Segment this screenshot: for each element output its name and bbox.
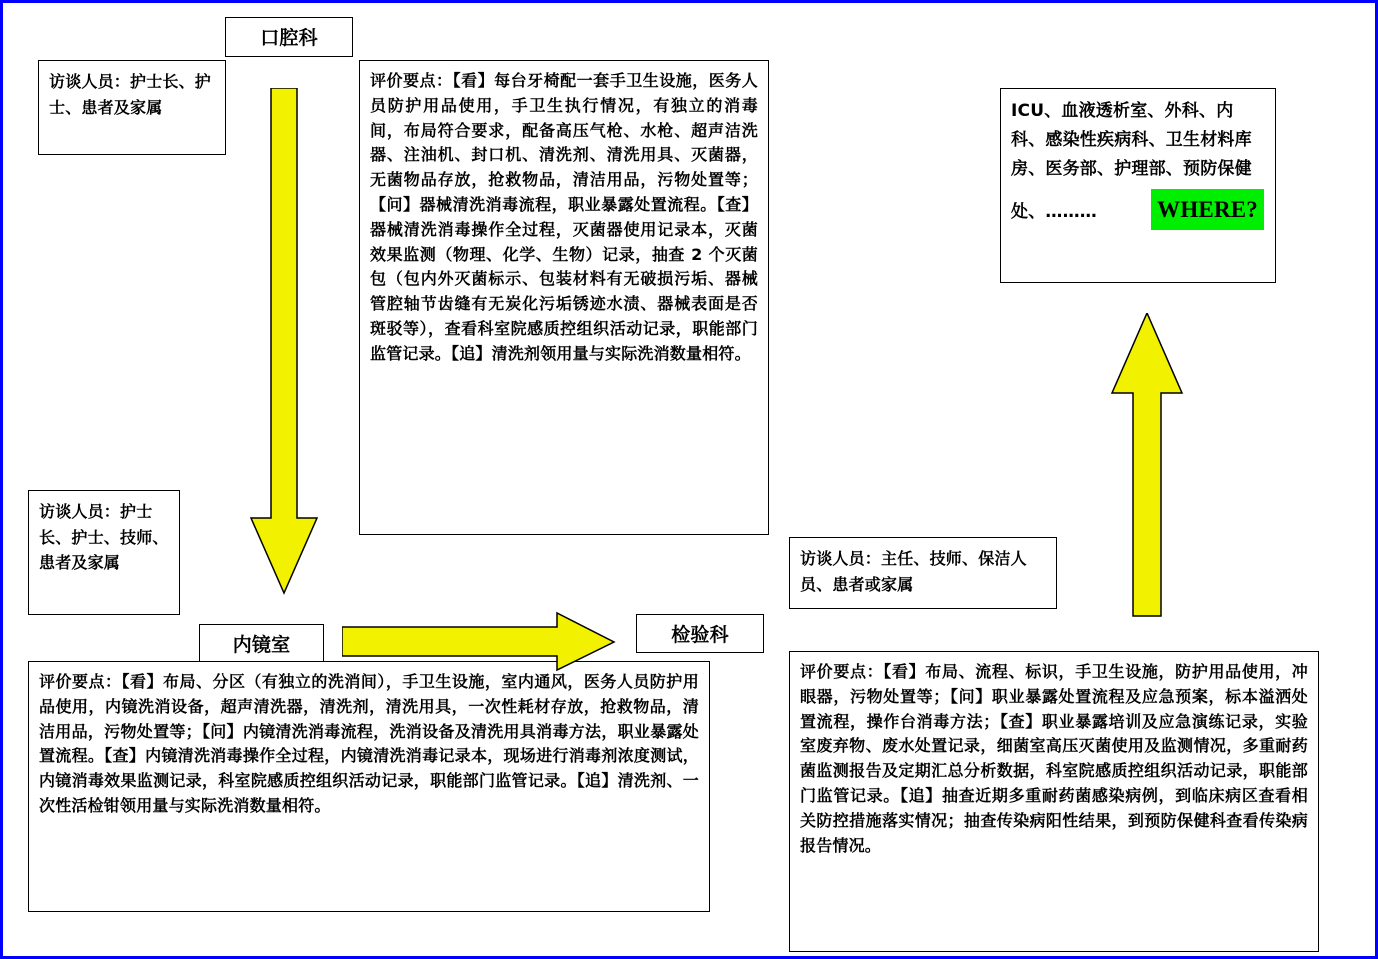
arrow-down-oral-to-endoscopy <box>248 88 320 598</box>
interview-endoscopy-text: 访谈人员：护士长、护士、技师、患者及家属 <box>39 502 169 573</box>
points-oral-text: 评价要点：【看】每台牙椅配一套手卫生设施，医务人员防护用品使用，手卫生执行情况，有独立的消毒间，布局符合要求，配备高压气枪、水枪、超声洁洗器、注油机、封口机、清洗剂、清洗用具、灭菌器，无菌物品存放，抢救物品，清洁用品，污物处置等；【问】器械清洗消毒流程，职业暴露处置流程。【查】器械清洗消毒操作全过程，灭菌器使用记录本，灭菌效果监测（物理、化学、生物）记录，抽查 2 个灭菌包（包内外灭菌标示、包装材料有无破损污垢、器械管腔轴节齿缝有无炭化污垢锈迹水渍、器械表面是否斑驳等），查看科室院感质控组织活动记录，职能部门监管记录。【追】清洗剂领用量与实际洗消数量相符。 <box>370 71 758 363</box>
interview-oral-text: 访谈人员：护士长、护士、患者及家属 <box>49 72 212 117</box>
title-endoscopy-room-label: 内镜室 <box>232 634 291 656</box>
title-oral-department-label: 口腔科 <box>260 27 318 49</box>
where-box <box>1000 88 1276 283</box>
where-list-text: ICU、血液透析室、外科、内科、感染性疾病科、卫生材料库房、医务部、护理部、预防保健处、……… <box>1011 101 1252 222</box>
points-endoscopy-text: 评价要点：【看】布局、分区（有独立的洗消间），手卫生设施，室内通风，医务人员防护用品使用，内镜洗消设备，超声清洗器，清洗剂，清洗用具，一次性耗材存放，抢救物品，清洁用品，污物处置等；【问】内镜清洗消毒流程，洗消设备及清洗用具消毒方法，职业暴露处置流程。【查】内镜清洗消毒操作全过程，内镜清洗消毒记录本，现场进行消毒剂浓度测试，内镜消毒效果监测记录，科室院感质控组织活动记录，职能部门监管记录。【追】清洗剂、一次性活检钳领用量与实际洗消数量相符。 <box>39 672 699 815</box>
title-lab-department <box>636 614 764 653</box>
title-lab-department-label: 检验科 <box>671 624 729 646</box>
points-oral-box <box>359 60 769 535</box>
arrow-up-to-where <box>1108 313 1188 618</box>
interview-endoscopy-box <box>28 490 180 615</box>
interview-lab-text: 访谈人员：主任、技师、保洁人员、患者或家属 <box>800 549 1027 594</box>
title-oral-department <box>225 17 353 57</box>
points-lab-text: 评价要点：【看】布局、流程、标识，手卫生设施，防护用品使用，冲眼器，污物处置等；【问】职业暴露处置流程及应急预案，标本溢洒处置流程，操作台消毒方法；【查】职业暴露培训及应急演练记录，实验室废弃物、废水处置记录，细菌室高压灭菌使用及监测情况，多重耐药菌监测报告及定期汇总分析数据，科室院感质控组织活动记录，职能部门监管记录。【追】抽查近期多重耐药菌感染病例，到临床病区查看相关防控措施落实情况；抽查传染病阳性结果，到预防保健科查看传染病报告情况。 <box>800 662 1308 855</box>
points-endoscopy-box <box>28 661 710 912</box>
interview-lab-box <box>789 537 1057 609</box>
title-endoscopy-room <box>199 624 324 662</box>
points-lab-box <box>789 651 1319 952</box>
interview-oral-box <box>38 60 226 155</box>
arrow-right-endoscopy-to-lab <box>342 611 617 673</box>
where-highlight-label: WHERE? <box>1151 189 1264 231</box>
